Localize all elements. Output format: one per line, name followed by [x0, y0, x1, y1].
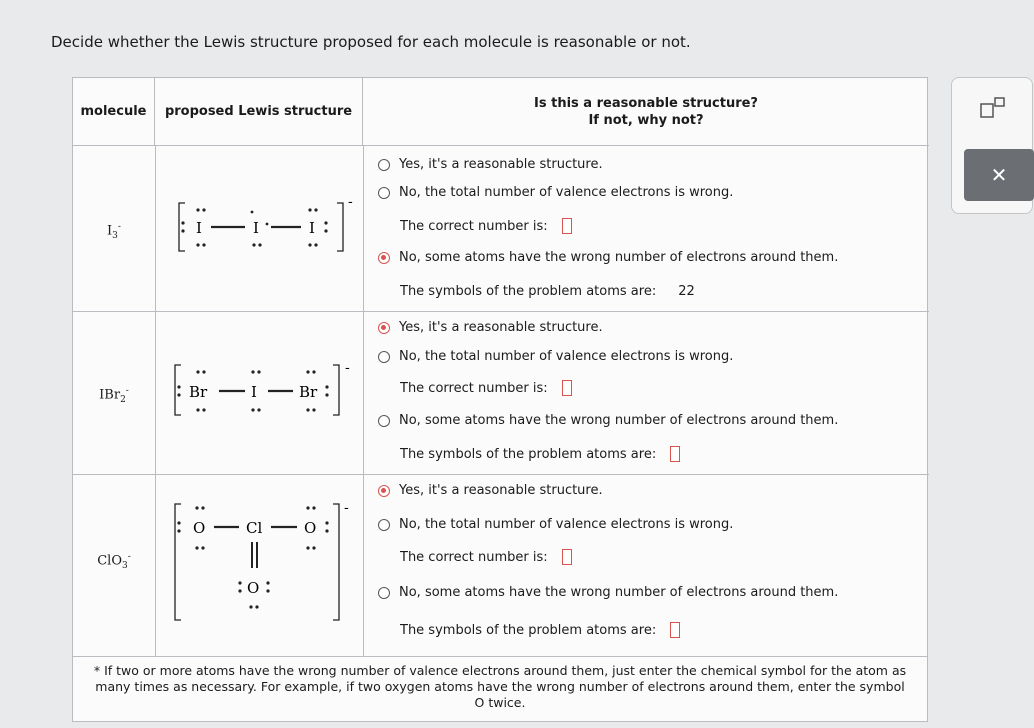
option-yes-reasonable[interactable] — [378, 157, 603, 172]
atom-label: Br — [299, 383, 318, 401]
atom-label: O — [304, 519, 317, 537]
atom-label: Cl — [246, 519, 263, 537]
instructions: Decide whether the Lewis structure proposed for each molecule is reasonable or not. — [51, 33, 691, 51]
correct-number-field — [400, 380, 572, 396]
atom-label: Br — [189, 383, 208, 401]
option-label: No, some atoms have the wrong number of electrons around them. — [399, 585, 839, 600]
atom-label: I — [251, 383, 257, 401]
divider — [363, 146, 364, 656]
problem-atoms-field — [400, 284, 695, 299]
option-label: No, the total number of valence electrons is wrong. — [399, 185, 734, 200]
field-label: The symbols of the problem atoms are: — [400, 622, 657, 638]
atom-label: I — [253, 219, 259, 237]
radio-button[interactable] — [378, 519, 390, 531]
correct-number-input[interactable] — [562, 218, 572, 234]
field-label: The symbols of the problem atoms are: — [400, 446, 657, 462]
option-yes-reasonable[interactable] — [378, 483, 603, 498]
correct-number-input[interactable] — [562, 380, 572, 396]
option-label: No, some atoms have the wrong number of electrons around them. — [399, 413, 839, 428]
radio-button[interactable] — [378, 415, 390, 427]
molecule-label: IBr$_2$- — [99, 386, 129, 405]
problem-atoms-input[interactable]: 22 — [678, 284, 695, 299]
problem-atoms-input[interactable] — [670, 446, 680, 462]
option-wrong-valence-total[interactable] — [378, 517, 733, 532]
option-label: No, the total number of valence electrons is wrong. — [399, 349, 734, 364]
option-wrong-atom-electrons[interactable] — [378, 250, 838, 265]
radio-button[interactable] — [378, 187, 390, 199]
molecule-label: $I_3^-$ — [107, 222, 121, 241]
close-icon: ✕ — [990, 163, 1008, 187]
header-question — [363, 78, 929, 146]
option-wrong-valence-total[interactable] — [378, 349, 733, 364]
radio-button-selected[interactable] — [378, 322, 390, 334]
close-button[interactable] — [964, 149, 1034, 201]
problem-atoms-field — [400, 622, 680, 638]
atom-label: I — [309, 219, 315, 237]
row-divider — [73, 311, 929, 312]
side-panel — [951, 77, 1033, 214]
lewis-structure-i3 — [171, 188, 351, 268]
footnote: * If two or more atoms have the wrong number of valence electrons around them, just enter the chemical symbol for the atom as many times as necessary. For example, if two oxygen atoms have the wrong number of electrons around them, enter the symbol O twice. — [73, 656, 927, 711]
header-molecule: molecule — [73, 78, 155, 146]
radio-button[interactable] — [378, 159, 390, 171]
atom-label: I — [196, 219, 202, 237]
radio-button-selected[interactable] — [378, 485, 390, 497]
molecule-label: ClO$_3$- — [97, 552, 131, 571]
option-label: Yes, it's a reasonable structure. — [399, 157, 603, 172]
field-label: The correct number is: — [400, 549, 548, 565]
option-label: No, the total number of valence electrons is wrong. — [399, 517, 734, 532]
option-wrong-atom-electrons[interactable] — [378, 413, 838, 428]
problem-atoms-field — [400, 446, 680, 462]
atom-label: O — [247, 579, 260, 597]
header-question-line1: Is this a reasonable structure? — [534, 95, 758, 111]
correct-number-field — [400, 549, 572, 565]
radio-button[interactable] — [378, 351, 390, 363]
problem-atoms-input[interactable] — [670, 622, 680, 638]
correct-number-field — [400, 218, 572, 234]
option-wrong-valence-total[interactable] — [378, 185, 733, 200]
correct-number-input[interactable] — [562, 549, 572, 565]
expand-window-icon[interactable] — [980, 97, 1006, 119]
radio-button[interactable] — [378, 587, 390, 599]
header-lewis: proposed Lewis structure — [155, 78, 363, 146]
divider — [155, 146, 156, 656]
field-label: The correct number is: — [400, 218, 548, 234]
lewis-structure-ibr2 — [167, 350, 357, 430]
question-card — [72, 77, 928, 722]
header-question-line2: If not, why not? — [588, 112, 704, 128]
radio-button-selected[interactable] — [378, 252, 390, 264]
lewis-structure-clo3 — [167, 496, 357, 626]
charge-label: - — [348, 194, 353, 210]
option-yes-reasonable[interactable] — [378, 320, 603, 335]
option-label: No, some atoms have the wrong number of electrons around them. — [399, 250, 839, 265]
row-divider — [73, 474, 929, 475]
field-label: The symbols of the problem atoms are: — [400, 284, 657, 299]
atom-label: O — [193, 519, 206, 537]
charge-label: - — [345, 360, 350, 376]
charge-label: - — [344, 500, 349, 516]
option-label: Yes, it's a reasonable structure. — [399, 483, 603, 498]
field-label: The correct number is: — [400, 380, 548, 396]
option-wrong-atom-electrons[interactable] — [378, 585, 838, 600]
option-label: Yes, it's a reasonable structure. — [399, 320, 603, 335]
